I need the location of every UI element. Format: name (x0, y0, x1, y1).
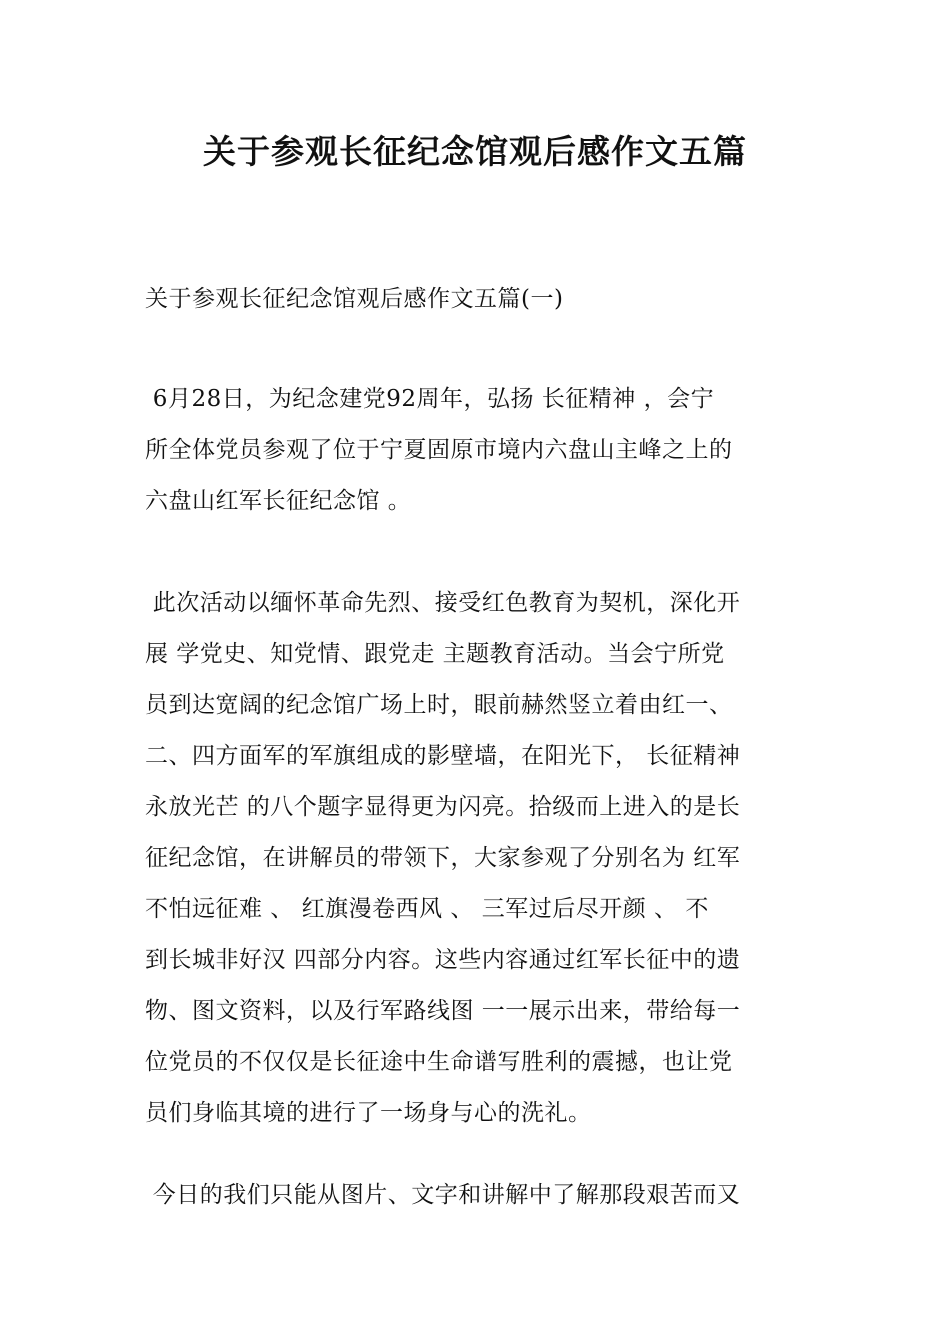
paragraph-3 (145, 1170, 805, 1221)
paragraph-line: 到长城非好汉 四部分内容。这些内容通过红军长征中的遗 (145, 947, 741, 973)
paragraph-line: 位党员的不仅仅是长征途中生命谱写胜利的震撼，也让党 (145, 1049, 733, 1075)
paragraph-line: 6月28日，为纪念建党92周年，弘扬 长征精神 ，会宁 (145, 386, 715, 412)
paragraph-2 (145, 578, 805, 1139)
paragraph-line: 此次活动以缅怀革命先烈、接受红色教育为契机，深化开 (145, 590, 741, 616)
paragraph-line: 不怕远征难 、 红旗漫卷西风 、 三军过后尽开颜 、 不 (145, 896, 709, 922)
paragraph-line: 征纪念馆，在讲解员的带领下，大家参观了分别名为 红军 (145, 845, 741, 871)
section-heading: 关于参观长征纪念馆观后感作文五篇(一) (145, 286, 564, 312)
paragraph-line: 所全体党员参观了位于宁夏固原市境内六盘山主峰之上的 (145, 437, 733, 463)
paragraph-line: 六盘山红军长征纪念馆 。 (145, 488, 412, 514)
paragraph-line: 今日的我们只能从图片、文字和讲解中了解那段艰苦而又 (145, 1182, 741, 1208)
paragraph-line: 永放光芒 的八个题字显得更为闪亮。拾级而上进入的是长 (145, 794, 741, 820)
paragraph-line: 员到达宽阔的纪念馆广场上时，眼前赫然竖立着由红一、 (145, 692, 733, 718)
paragraph-line: 展 学党史、知党情、跟党走 主题教育活动。当会宁所党 (145, 641, 725, 667)
paragraph-line: 员们身临其境的进行了一场身与心的洗礼。 (145, 1100, 592, 1126)
paragraph-line: 二、四方面军的军旗组成的影壁墙，在阳光下， 长征精神 (145, 743, 741, 769)
paragraph-line: 物、图文资料，以及行军路线图 一一展示出来，带给每一 (145, 998, 741, 1024)
paragraph-1 (145, 374, 805, 527)
document-title: 关于参观长征纪念馆观后感作文五篇 (203, 132, 747, 171)
